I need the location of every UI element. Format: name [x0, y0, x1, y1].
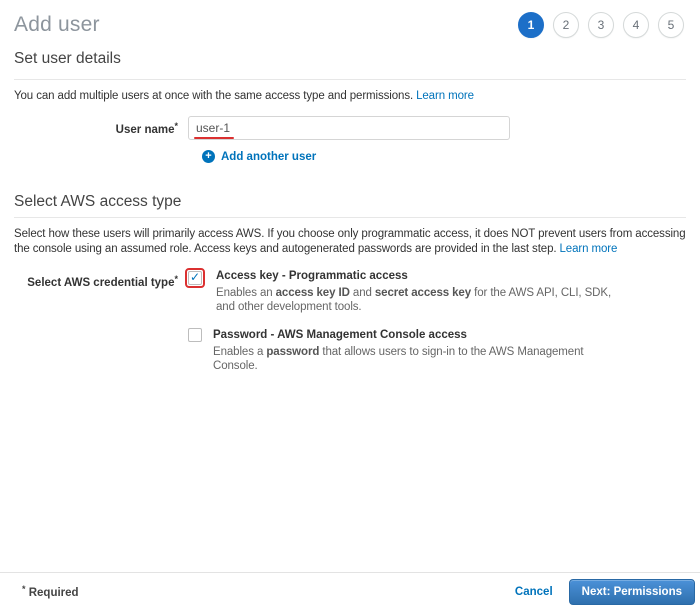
username-row	[14, 116, 686, 140]
add-another-user-link[interactable]: Add another user	[221, 150, 317, 163]
next-permissions-button[interactable]: Next: Permissions	[569, 579, 695, 605]
step-indicator-4[interactable]: 4	[623, 12, 649, 38]
password-checkbox[interactable]	[188, 328, 202, 342]
option-password-desc: Enables a password that allows users to sign-in to the AWS Management Console.	[213, 346, 584, 372]
credential-type-label: Select AWS credential type*	[27, 274, 178, 289]
required-note: * Required	[22, 584, 79, 599]
option-access-key-desc: Enables an access key ID and secret access key for the AWS API, CLI, SDK, and other development tools.	[216, 287, 612, 313]
learn-more-link-access-type[interactable]: Learn more	[559, 243, 618, 255]
credential-type-row	[14, 269, 686, 387]
step-indicator-5[interactable]: 5	[658, 12, 684, 38]
add-another-user[interactable]	[202, 150, 686, 163]
option-access-key-title: Access key - Programmatic access	[216, 270, 408, 282]
required-star: *	[174, 121, 178, 131]
footer-actions	[515, 579, 695, 605]
option-access-key-text	[216, 269, 614, 314]
option-password-title: Password - AWS Management Console access	[213, 329, 467, 341]
page-header	[0, 0, 700, 40]
step-indicator-3[interactable]: 3	[588, 12, 614, 38]
access-type-intro	[14, 227, 686, 257]
step-indicator-2[interactable]: 2	[553, 12, 579, 38]
wizard-steps	[518, 12, 684, 38]
checkmark-icon: ✓	[189, 270, 201, 284]
learn-more-link-user-details[interactable]: Learn more	[416, 90, 474, 102]
step-indicator-1[interactable]: 1	[518, 12, 544, 38]
main-content	[0, 50, 700, 387]
username-input[interactable]	[188, 116, 510, 140]
username-field	[188, 116, 510, 140]
section-heading-access-type: Select AWS access type	[14, 193, 686, 218]
access-type-intro-text: Select how these users will primarily access AWS. If you choose only programmatic access, it does NOT prevent users from accessing the console using an assumed role. Access keys and autogenerated passwords are provided in the last step.	[14, 228, 686, 255]
section-heading-user-details: Set user details	[14, 50, 686, 80]
credential-options	[188, 269, 614, 387]
page-title: Add user	[14, 12, 100, 36]
footer-bar	[0, 572, 700, 610]
username-label: User name*	[115, 121, 178, 136]
required-star: *	[174, 274, 178, 284]
cancel-button[interactable]: Cancel	[514, 585, 553, 598]
user-details-intro	[14, 89, 686, 104]
add-plus-icon[interactable]: +	[202, 150, 215, 163]
user-details-intro-text: You can add multiple users at once with the same access type and permissions.	[14, 90, 414, 102]
access-key-checkbox[interactable]	[188, 271, 202, 285]
red-box-annotation	[185, 268, 205, 288]
option-access-key	[188, 269, 614, 314]
option-password-text	[213, 328, 611, 373]
option-password	[188, 328, 614, 373]
